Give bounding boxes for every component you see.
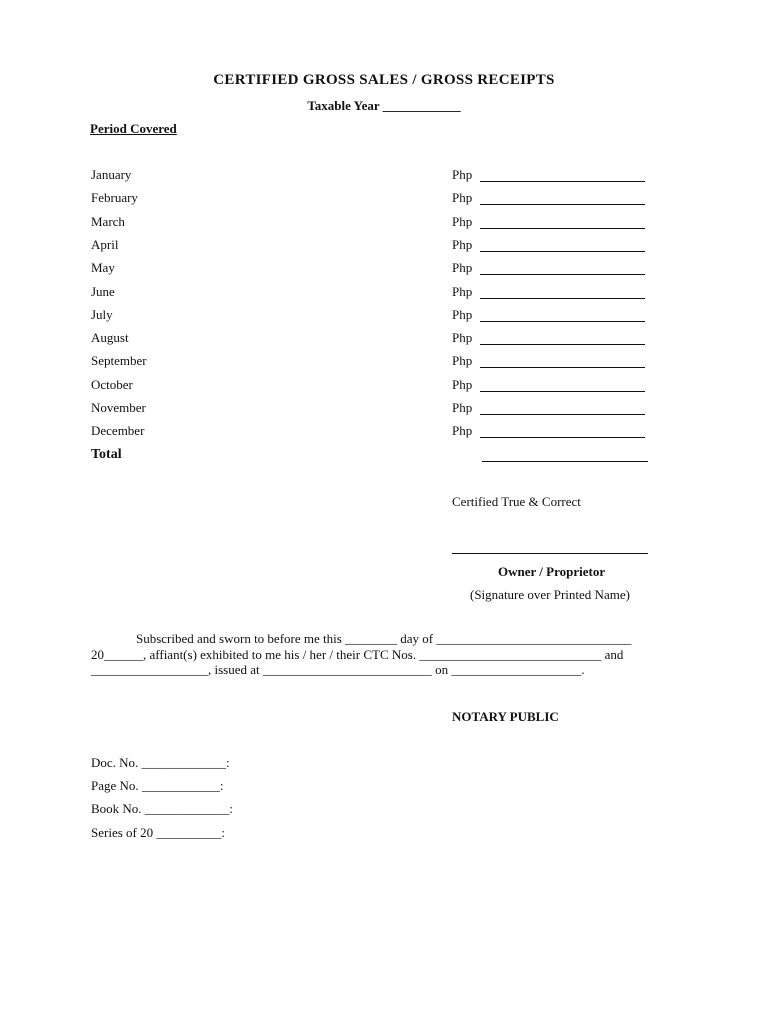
total-line — [482, 461, 648, 462]
amount-line — [480, 391, 645, 392]
month-label: March — [91, 214, 125, 229]
doc-no: Doc. No. _____________: — [91, 755, 230, 770]
owner-title: Owner / Proprietor — [498, 564, 606, 579]
php-label: Php — [452, 353, 473, 368]
php-label: Php — [452, 400, 473, 415]
oath-line-3: __________________, issued at __________________________ on ____________________. — [91, 662, 585, 677]
php-label: Php — [452, 377, 473, 392]
month-label: October — [91, 377, 133, 392]
oath-line-1: Subscribed and sworn to before me this ________ day of ______________________________ — [136, 631, 632, 646]
php-label: Php — [452, 260, 473, 275]
month-label: January — [91, 167, 132, 182]
total-label: Total — [91, 447, 122, 462]
month-label: February — [91, 190, 138, 205]
signature-note: (Signature over Printed Name) — [470, 587, 630, 602]
php-label: Php — [452, 330, 473, 345]
month-label: December — [91, 423, 145, 438]
amount-line — [480, 181, 645, 182]
php-label: Php — [452, 237, 473, 252]
amount-line — [480, 204, 645, 205]
php-label: Php — [452, 307, 473, 322]
month-label: May — [91, 260, 115, 275]
notary-public: NOTARY PUBLIC — [452, 709, 559, 724]
amount-line — [480, 274, 645, 275]
month-label: July — [91, 307, 113, 322]
php-label: Php — [452, 284, 473, 299]
amount-line — [480, 298, 645, 299]
signature-line — [452, 553, 648, 554]
page-no: Page No. ____________: — [91, 778, 224, 793]
month-label: September — [91, 353, 147, 368]
month-label: April — [91, 237, 119, 252]
amount-line — [480, 437, 645, 438]
php-label: Php — [452, 190, 473, 205]
book-no: Book No. _____________: — [91, 801, 233, 816]
amount-line — [480, 344, 645, 345]
amount-line — [480, 367, 645, 368]
amount-line — [480, 251, 645, 252]
amount-line — [480, 228, 645, 229]
document-title: CERTIFIED GROSS SALES / GROSS RECEIPTS — [213, 72, 555, 88]
amount-line — [480, 414, 645, 415]
month-label: June — [91, 284, 115, 299]
oath-line-2: 20______, affiant(s) exhibited to me his / her / their CTC Nos. ____________________________ and — [91, 647, 624, 662]
php-label: Php — [452, 423, 473, 438]
php-label: Php — [452, 214, 473, 229]
taxable-year: Taxable Year ____________ — [307, 98, 461, 113]
period-covered-heading: Period Covered — [90, 121, 177, 136]
series: Series of 20 __________: — [91, 825, 225, 840]
php-label: Php — [452, 167, 473, 182]
month-label: August — [91, 330, 129, 345]
amount-line — [480, 321, 645, 322]
certified-text: Certified True & Correct — [452, 494, 581, 509]
month-label: November — [91, 400, 146, 415]
